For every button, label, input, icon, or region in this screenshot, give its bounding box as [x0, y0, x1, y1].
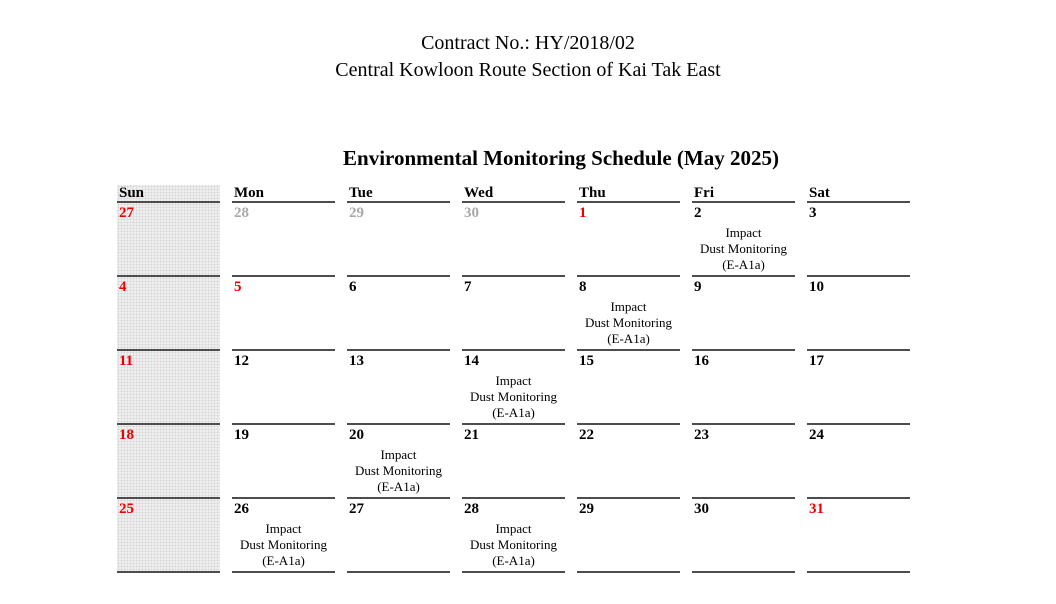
day-number: 3 [809, 205, 817, 221]
day-cell-21 [462, 425, 565, 499]
day-number: 6 [349, 279, 357, 295]
monitoring-event-line: Impact [495, 521, 532, 536]
day-cell-8 [577, 277, 680, 351]
day-cell-18 [117, 425, 220, 499]
day-number: 7 [464, 279, 472, 295]
day-number: 19 [234, 427, 249, 443]
day-number: 27 [119, 205, 134, 221]
monitoring-event-line: Dust Monitoring [584, 315, 673, 330]
day-cell-19 [232, 425, 335, 499]
calendar-grid [117, 185, 910, 573]
day-cell-3 [807, 203, 910, 277]
day-cell-9 [692, 277, 795, 351]
day-cell-30 [692, 499, 795, 573]
monitoring-event-line: Impact [495, 373, 532, 388]
day-number: 2 [694, 205, 702, 221]
day-number: 29 [349, 205, 364, 221]
day-number: 29 [579, 501, 594, 517]
day-cell-17 [807, 351, 910, 425]
day-cell-12 [232, 351, 335, 425]
day-number: 9 [694, 279, 702, 295]
calendar-title: Environmental Monitoring Schedule (May 2025) [343, 146, 779, 170]
day-cell-15 [577, 351, 680, 425]
day-header-tue: Tue [347, 185, 450, 203]
monitoring-event-line: Dust Monitoring [469, 537, 558, 552]
day-number: 16 [694, 353, 709, 369]
day-header-mon: Mon [232, 185, 335, 203]
day-number: 12 [234, 353, 249, 369]
day-cell-29 [577, 499, 680, 573]
day-cell-1 [577, 203, 680, 277]
monitoring-event-line: Impact [610, 299, 647, 314]
day-number: 10 [809, 279, 824, 295]
day-number: 22 [579, 427, 594, 443]
day-cell-6 [347, 277, 450, 351]
day-cell-4 [117, 277, 220, 351]
monitoring-event [692, 225, 795, 273]
day-cell-16 [692, 351, 795, 425]
day-number: 13 [349, 353, 364, 369]
day-header-fri: Fri [692, 185, 795, 203]
day-number: 28 [464, 501, 479, 517]
day-number: 11 [119, 353, 134, 369]
monitoring-event-line: Impact [380, 447, 417, 462]
day-cell-24 [807, 425, 910, 499]
monitoring-event-line: (E-A1a) [492, 405, 535, 420]
day-cell-5 [232, 277, 335, 351]
day-header-sat: Sat [807, 185, 910, 203]
day-cell-27 [117, 203, 220, 277]
day-number: 23 [694, 427, 709, 443]
day-cell-25 [117, 499, 220, 573]
day-cell-11 [117, 351, 220, 425]
monitoring-event-line: (E-A1a) [607, 331, 650, 346]
day-number: 8 [579, 279, 587, 295]
day-number: 20 [349, 427, 364, 443]
day-cell-28 [462, 499, 565, 573]
day-number: 4 [119, 279, 127, 295]
day-cell-27 [347, 499, 450, 573]
day-cell-13 [347, 351, 450, 425]
day-number: 17 [809, 353, 824, 369]
day-number: 21 [464, 427, 479, 443]
monitoring-event-line: Dust Monitoring [354, 463, 443, 478]
day-cell-10 [807, 277, 910, 351]
day-number: 15 [579, 353, 594, 369]
day-number: 28 [234, 205, 249, 221]
day-number: 26 [234, 501, 249, 517]
day-cell-20 [347, 425, 450, 499]
monitoring-event-line: (E-A1a) [262, 553, 305, 568]
monitoring-event-line: (E-A1a) [377, 479, 420, 494]
monitoring-event [462, 373, 565, 421]
day-cell-22 [577, 425, 680, 499]
day-header-wed: Wed [462, 185, 565, 203]
monitoring-event-line: Dust Monitoring [469, 389, 558, 404]
contract-number-line: Contract No.: HY/2018/02 [421, 32, 635, 54]
monitoring-event-line: (E-A1a) [722, 257, 765, 272]
monitoring-event-line: Impact [265, 521, 302, 536]
monitoring-event [232, 521, 335, 569]
day-number: 25 [119, 501, 134, 517]
day-number: 27 [349, 501, 364, 517]
monitoring-event-line: (E-A1a) [492, 553, 535, 568]
monitoring-event [577, 299, 680, 347]
day-cell-prev-month-28 [232, 203, 335, 277]
project-title-line: Central Kowloon Route Section of Kai Tak East [335, 59, 721, 81]
day-cell-26 [232, 499, 335, 573]
day-header-sun: Sun [117, 185, 220, 203]
day-cell-23 [692, 425, 795, 499]
day-cell-14 [462, 351, 565, 425]
document-header [0, 30, 1056, 84]
day-header-thu: Thu [577, 185, 680, 203]
day-number: 5 [234, 279, 242, 295]
day-cell-2 [692, 203, 795, 277]
day-cell-prev-month-30 [462, 203, 565, 277]
monitoring-event [462, 521, 565, 569]
monitoring-event [347, 447, 450, 495]
day-number: 31 [809, 501, 824, 517]
day-number: 24 [809, 427, 824, 443]
day-cell-7 [462, 277, 565, 351]
monitoring-event-line: Dust Monitoring [239, 537, 328, 552]
day-number: 30 [694, 501, 709, 517]
day-number: 18 [119, 427, 134, 443]
day-number: 14 [464, 353, 479, 369]
day-cell-prev-month-29 [347, 203, 450, 277]
day-number: 1 [579, 205, 587, 221]
monitoring-event-line: Impact [725, 225, 762, 240]
monitoring-event-line: Dust Monitoring [699, 241, 788, 256]
day-cell-31 [807, 499, 910, 573]
day-number: 30 [464, 205, 479, 221]
